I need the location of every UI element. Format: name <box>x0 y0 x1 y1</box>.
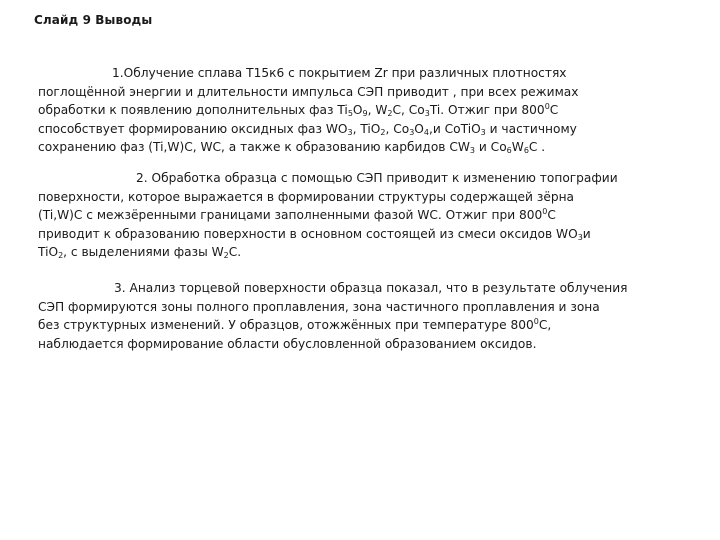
subscript-text: 3 <box>577 232 583 242</box>
text-run: C <box>547 208 556 222</box>
paragraph-line <box>38 335 678 354</box>
text-run: , W <box>367 103 388 117</box>
text-run: C. <box>228 245 242 259</box>
text-run: O <box>414 121 424 136</box>
paragraph-line <box>38 101 678 120</box>
paragraph-line <box>38 138 678 157</box>
text-run: приводит к образованию поверхности в основном состоящей из смеси оксидов WO <box>38 226 578 241</box>
paragraph-line <box>38 243 678 262</box>
subscript-text: 2 <box>387 109 393 118</box>
subscript-text: 3 <box>469 146 476 155</box>
text-run: C, <box>538 318 552 332</box>
subscript-text: 9 <box>362 109 368 118</box>
subscript-text: 3 <box>347 127 353 137</box>
text-run: , TiO <box>352 121 381 136</box>
conclusion-paragraph-3 <box>38 279 678 353</box>
text-run: ,и CoTiO <box>428 121 481 136</box>
subscript-text: 6 <box>506 146 512 155</box>
paragraph-line <box>38 120 678 139</box>
conclusion-paragraph-1 <box>38 64 678 157</box>
text-run: поглощённой энергии и длительности импульса СЭП приводит , при всех режимах <box>38 84 579 99</box>
paragraph-line <box>38 206 678 225</box>
text-run: поверхности, которое выражается в формировании структуры содержащей зёрна <box>38 189 575 204</box>
conclusion-paragraph-2 <box>38 169 678 262</box>
text-run: сохранению фаз (Ti,W)C, WC, а также к образованию карбидов CW <box>38 140 470 154</box>
text-run: C, Co <box>392 103 425 117</box>
subscript-text: 2 <box>58 251 64 260</box>
text-run: обработки к появлению дополнительных фаз Ti <box>38 103 348 117</box>
subscript-text: 3 <box>424 109 430 118</box>
text-run: Ti. Отжиг при 800 <box>429 103 545 117</box>
text-run: СЭП формируются зоны полного проплавления, зона частичного проплавления и зона <box>38 299 600 314</box>
slide-title: Слайд 9 Выводы <box>34 13 153 27</box>
subscript-text: 3 <box>409 127 415 137</box>
superscript-text: 0 <box>542 207 548 216</box>
paragraph-line <box>38 64 678 83</box>
text-run: , с выделениями фазы W <box>63 245 224 259</box>
text-run: без структурных изменений. У образцов, отожжённых при температуре 800 <box>38 318 534 332</box>
text-run: W <box>511 140 524 154</box>
text-run: 2. Обработка образца с помощью СЭП приводит к изменению топографии <box>136 171 618 185</box>
subscript-text: 6 <box>523 146 529 155</box>
text-run: C <box>549 103 559 117</box>
text-run: C . <box>528 140 546 154</box>
superscript-text: 0 <box>544 102 550 111</box>
paragraph-line <box>38 188 678 207</box>
paragraph-line <box>38 169 678 188</box>
paragraph-line <box>38 225 678 244</box>
text-run: , Co <box>385 121 410 136</box>
text-run: TiO <box>38 245 59 259</box>
text-run: и Co <box>475 140 507 154</box>
subscript-text: 4 <box>423 127 429 137</box>
text-run: и <box>582 226 591 241</box>
text-run: (Ti,W)C с межзёренными границами заполненными фазой WC. Отжиг при 800 <box>38 208 543 222</box>
subscript-text: 2 <box>380 127 386 137</box>
text-run: и частичному <box>485 121 577 136</box>
text-run: наблюдается формирование области обусловленной образованием оксидов. <box>38 336 537 351</box>
paragraph-line <box>38 83 678 102</box>
paragraph-line <box>38 316 678 335</box>
superscript-text: 0 <box>533 317 539 326</box>
subscript-text: 5 <box>347 109 353 118</box>
text-run: 1.Облучение сплава Т15к6 с покрытием Zr при различных плотностях <box>112 66 567 80</box>
text-run: способствует формированию оксидных фаз WO <box>38 121 348 136</box>
text-run: O <box>352 103 363 117</box>
paragraph-line <box>38 298 678 317</box>
text-run: 3. Анализ торцевой поверхности образца показал, что в результате облучения <box>114 281 628 295</box>
paragraph-line <box>38 279 678 298</box>
subscript-text: 2 <box>223 251 229 260</box>
subscript-text: 3 <box>480 127 486 137</box>
